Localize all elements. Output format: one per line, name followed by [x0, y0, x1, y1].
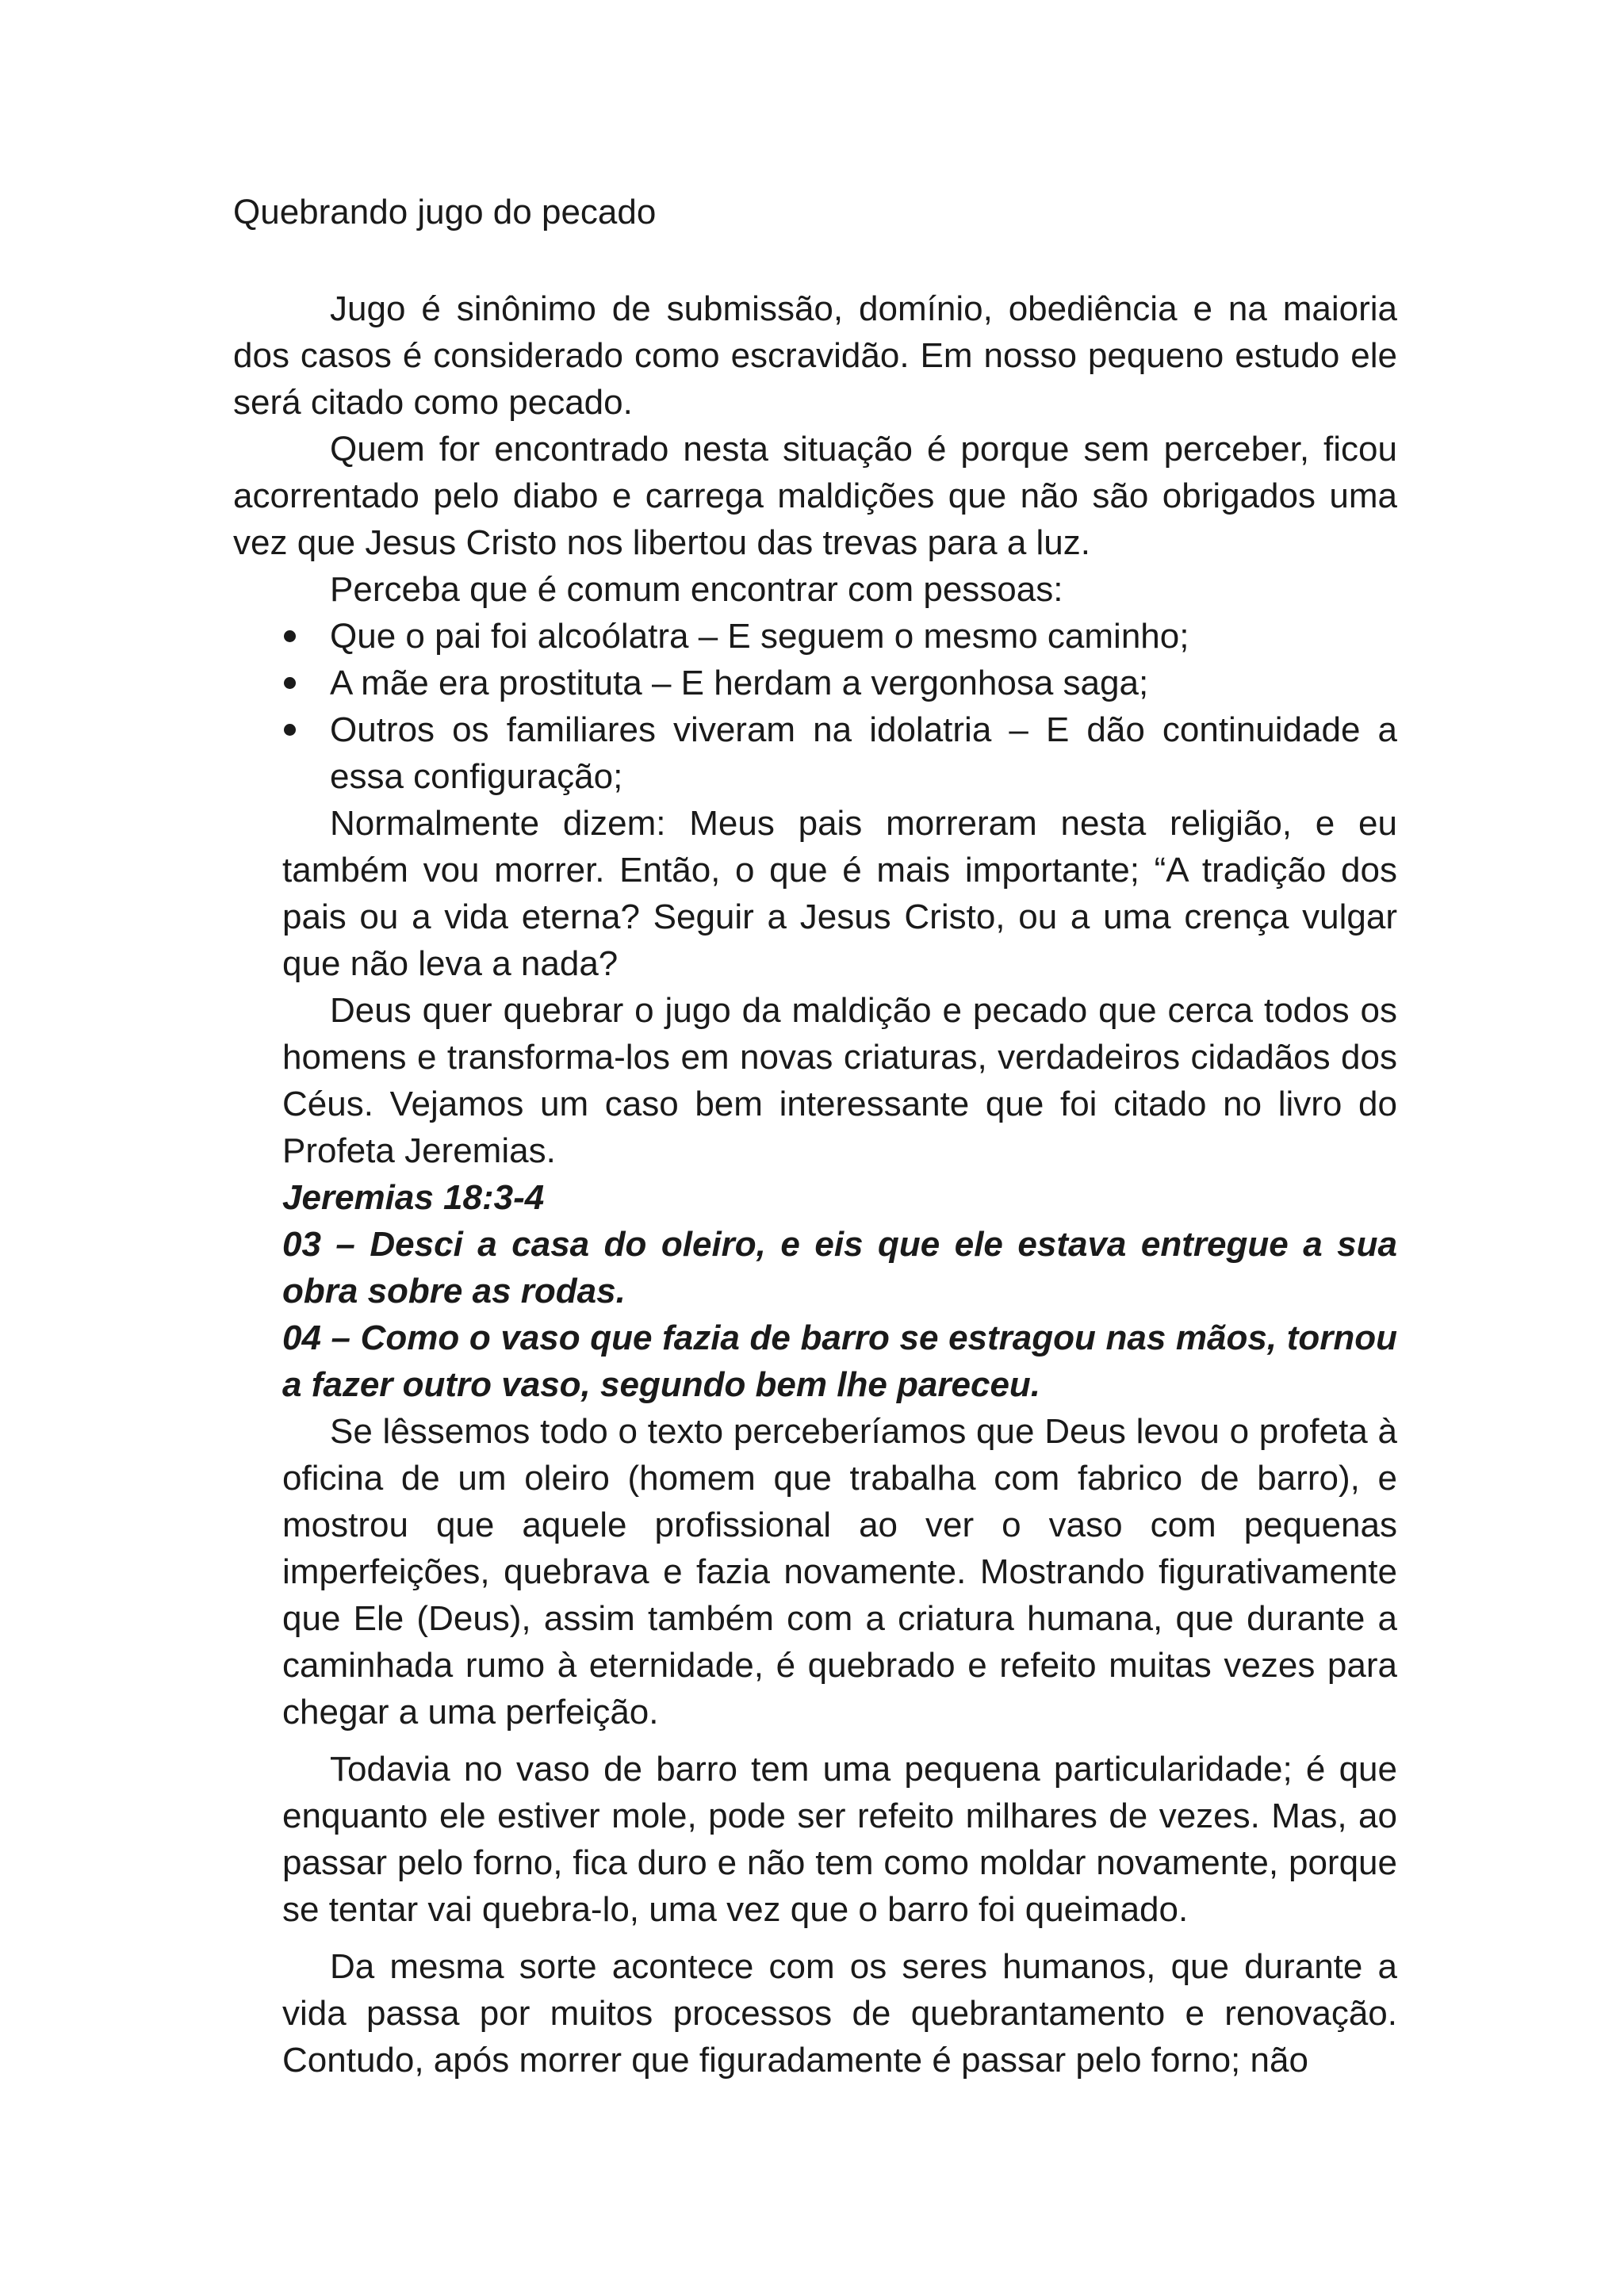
paragraph-clay: Todavia no vaso de barro tem uma pequena particularidade; é que enquanto ele estiver mole, pode ser refeito milhares de vezes. Mas, ao passar pelo forno, fica duro e não tem como moldar novamente, porque se tentar vai quebra-lo, uma vez que o barro foi queimado.	[282, 1750, 1397, 1929]
list-item	[233, 706, 1397, 800]
paragraph-situation: Quem for encontrado nesta situação é porque sem perceber, ficou acorrentado pelo diabo e carrega maldições que não são obrigados uma vez que Jesus Cristo nos libertou das trevas para a luz.	[233, 430, 1397, 562]
scripture-verse: 03 – Desci a casa do oleiro, e eis que ele estava entregue a sua obra sobre as rodas.	[282, 1225, 1397, 1311]
paragraph-humans: Da mesma sorte acontece com os seres humanos, que durante a vida passa por muitos processos de quebrantamento e renovação. Contudo, após morrer que figuradamente é passar pelo forno; não	[282, 1947, 1397, 2080]
bullet-list	[233, 613, 1397, 800]
list-item-text: Que o pai foi alcoólatra – E seguem o mesmo caminho;	[330, 617, 1189, 656]
paragraph-tradition: Normalmente dizem: Meus pais morreram nesta religião, e eu também vou morrer. Então, o que é mais importante; “A tradição dos pais ou a vida eterna? Seguir a Jesus Cristo, ou a uma crença vulgar que não leva a nada?	[282, 804, 1397, 983]
bullet-icon	[284, 724, 296, 736]
paragraph-yoke: Deus quer quebrar o jugo da maldição e pecado que cerca todos os homens e transforma-los em novas criaturas, verdadeiros cidadãos dos Céus. Vejamos um caso bem interessante que foi citado no livro do Profeta Jeremias.	[282, 991, 1397, 1170]
list-item	[233, 613, 1397, 660]
paragraph-potter: Se lêssemos todo o texto perceberíamos que Deus levou o profeta à oficina de um oleiro (homem que trabalha com fabrico de barro), e mostrou que aquele profissional ao ver o vaso com pequenas imperfeições, quebrava e fazia novamente. Mostrando figurativamente que Ele (Deus), assim também com a criatura humana, que durante a caminhada rumo à eternidade, é quebrado e refeito muitas vezes para chegar a uma perfeição.	[282, 1412, 1397, 1732]
paragraph-definition: Jugo é sinônimo de submissão, domínio, obediência e na maioria dos casos é considerado como escravidão. Em nosso pequeno estudo ele será citado como pecado.	[233, 289, 1397, 422]
scripture-reference: Jeremias 18:3-4	[282, 1178, 545, 1217]
list-item-text: A mãe era prostituta – E herdam a vergonhosa saga;	[330, 664, 1149, 702]
scripture-verse: 04 – Como o vaso que fazia de barro se estragou nas mãos, tornou a fazer outro vaso, segundo bem lhe pareceu.	[282, 1318, 1397, 1404]
document-body	[233, 285, 1397, 2084]
bullet-icon	[284, 677, 296, 689]
paragraph-intro-list: Perceba que é comum encontrar com pessoas:	[330, 570, 1063, 609]
list-item-text: Outros os familiares viveram na idolatria – E dão continuidade a essa configuração;	[330, 710, 1397, 796]
bullet-icon	[284, 630, 296, 642]
list-item	[233, 660, 1397, 706]
document-title: Quebrando jugo do pecado	[233, 193, 657, 232]
